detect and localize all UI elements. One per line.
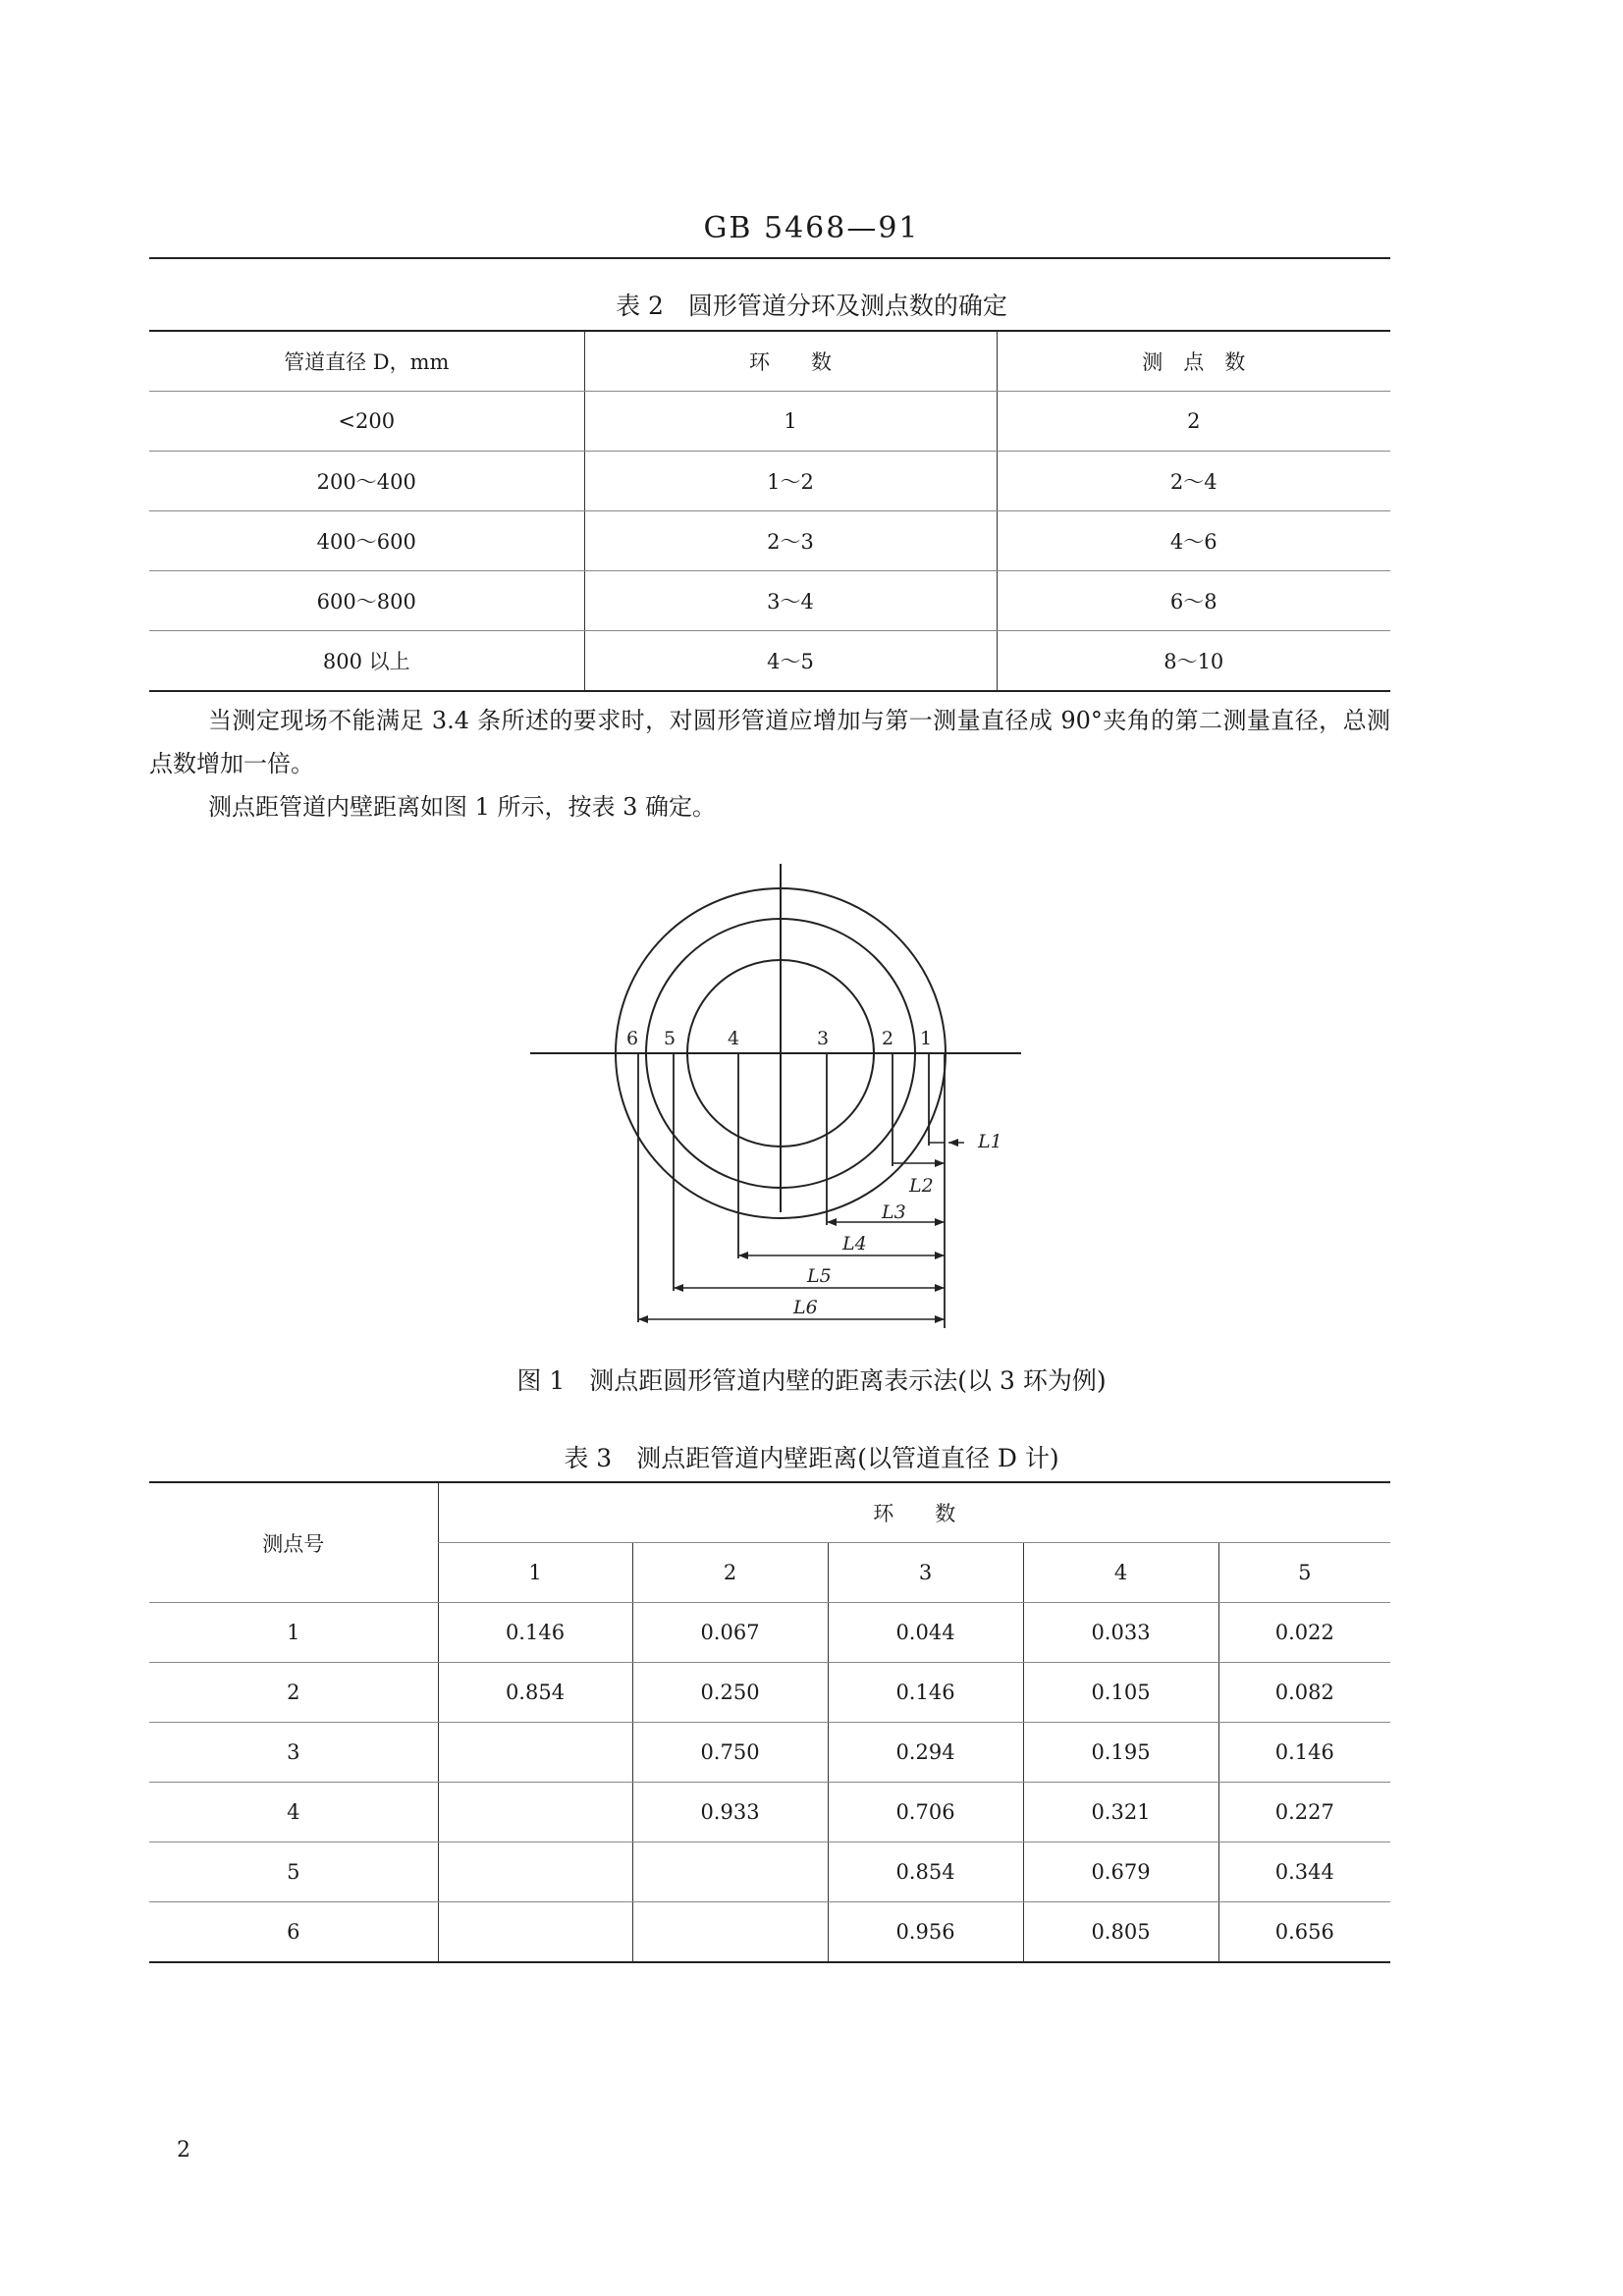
table3-cell: [632, 1902, 828, 1963]
table-row: [149, 1902, 1390, 1963]
point-label-2: 2: [881, 1028, 894, 1049]
dim-label-L1: L1: [978, 1131, 1002, 1152]
table-row: [149, 1723, 1390, 1783]
table-row: [149, 1603, 1390, 1663]
table2-cell: 8～10: [997, 631, 1390, 692]
table3-cell: 0.227: [1218, 1783, 1390, 1842]
table2-cell: 200～400: [149, 452, 584, 511]
table3-cell: 0.933: [632, 1783, 828, 1842]
L5-arrow-left: [674, 1284, 683, 1292]
paragraph-reference: 测点距管道内壁距离如图 1 所示，按表 3 确定。: [208, 793, 717, 821]
table2-cell: 6～8: [997, 571, 1390, 631]
page-number: 2: [177, 2138, 190, 2163]
table3-cell: [438, 1902, 632, 1963]
table3-cell: 0.854: [828, 1842, 1023, 1902]
table3-cell: 0.805: [1023, 1902, 1218, 1963]
table3-group-header-row: [149, 1482, 1390, 1543]
point-label-6: 6: [625, 1028, 639, 1049]
table2-header-rings: 环 数: [584, 331, 997, 392]
table3-cell: 0.067: [632, 1603, 828, 1663]
table2-caption: 表 2 圆形管道分环及测点数的确定: [616, 292, 1007, 320]
table3-cell: 0.146: [438, 1603, 632, 1663]
table3-ring-header: 2: [632, 1543, 828, 1603]
table3-cell: 0.706: [828, 1783, 1023, 1842]
table-row: [149, 631, 1390, 692]
table3-ring-header: 4: [1023, 1543, 1218, 1603]
table3-cell: 0.321: [1023, 1783, 1218, 1842]
table3-point-cell: 3: [149, 1723, 438, 1783]
table2-cell: 800 以上: [149, 631, 584, 692]
table3-cell: 0.679: [1023, 1842, 1218, 1902]
L3-arrow-left: [827, 1218, 837, 1226]
table3-point-cell: 4: [149, 1783, 438, 1842]
L1-arrow: [948, 1139, 958, 1147]
dim-label-L3: L3: [882, 1201, 906, 1223]
table2-cell: <200: [149, 392, 584, 452]
figure-1-diagram: [530, 859, 1021, 1330]
table3-cell: 0.146: [1218, 1723, 1390, 1783]
table2-cell: 600～800: [149, 571, 584, 631]
table2-cell: 1～2: [584, 452, 997, 511]
table3-cell: 0.250: [632, 1663, 828, 1723]
table2-header-row: [149, 331, 1390, 392]
table3-cell: 0.105: [1023, 1663, 1218, 1723]
table3-point-cell: 2: [149, 1663, 438, 1723]
L5-arrow-right: [935, 1284, 945, 1292]
table2-header-diameter: 管道直径 D，mm: [149, 331, 584, 392]
table3-caption: 表 3 测点距管道内壁距离(以管道直径 D 计): [564, 1444, 1059, 1472]
dim-label-L2: L2: [909, 1175, 934, 1197]
dim-label-L5: L5: [807, 1265, 832, 1287]
table3-point-cell: 1: [149, 1603, 438, 1663]
table-row: [149, 392, 1390, 452]
figure-1-caption: 图 1 测点距圆形管道内壁的距离表示法(以 3 环为例): [516, 1366, 1107, 1395]
point-label-1: 1: [919, 1028, 933, 1049]
L6-arrow-right: [935, 1315, 945, 1323]
table3-header-point-no: 测点号: [149, 1482, 438, 1603]
header-rule: [149, 257, 1390, 259]
table3-cell: [438, 1783, 632, 1842]
table3-cell: 0.956: [828, 1902, 1023, 1963]
table2-cell: 2: [997, 392, 1390, 452]
table3-cell: [438, 1842, 632, 1902]
table-row: [149, 1663, 1390, 1723]
table2-cell: 400～600: [149, 511, 584, 571]
table3-cell: 0.294: [828, 1723, 1023, 1783]
table3-cell: 0.146: [828, 1663, 1023, 1723]
table2-cell: 4～5: [584, 631, 997, 692]
table3-cell: 0.082: [1218, 1663, 1390, 1723]
L4-arrow-left: [738, 1252, 748, 1259]
table-row: [149, 571, 1390, 631]
document-code: GB 5468—91: [703, 211, 920, 245]
L6-arrow-left: [638, 1315, 648, 1323]
table2-cell: 4～6: [997, 511, 1390, 571]
table3-cell: 0.033: [1023, 1603, 1218, 1663]
table2: [149, 330, 1390, 692]
table2-cell: 2～3: [584, 511, 997, 571]
table3-cell: 0.022: [1218, 1603, 1390, 1663]
table3: [149, 1481, 1390, 1963]
table3-cell: 0.195: [1023, 1723, 1218, 1783]
table3-point-cell: 6: [149, 1902, 438, 1963]
point-label-3: 3: [816, 1028, 830, 1049]
paragraph-requirement: 当测定现场不能满足 3.4 条所述的要求时，对圆形管道应增加与第一测量直径成 90°夹角的第二测量直径，总测点数增加一倍。: [149, 707, 1390, 777]
table2-cell: 2～4: [997, 452, 1390, 511]
table-row: [149, 1842, 1390, 1902]
table3-cell: 0.344: [1218, 1842, 1390, 1902]
table3-ring-header: 1: [438, 1543, 632, 1603]
table2-cell: 1: [584, 392, 997, 452]
dim-label-L6: L6: [793, 1297, 818, 1318]
table3-header-rings: 环 数: [438, 1482, 1390, 1543]
table3-cell: [438, 1723, 632, 1783]
point-label-5: 5: [663, 1028, 676, 1049]
table3-ring-header: 5: [1218, 1543, 1390, 1603]
L4-arrow-right: [935, 1252, 945, 1259]
table-row: [149, 511, 1390, 571]
dim-label-L4: L4: [842, 1233, 867, 1255]
table-row: [149, 1783, 1390, 1842]
table3-cell: [632, 1842, 828, 1902]
table2-cell: 3～4: [584, 571, 997, 631]
table3-cell: 0.750: [632, 1723, 828, 1783]
table3-cell: 0.854: [438, 1663, 632, 1723]
table3-ring-header: 3: [828, 1543, 1023, 1603]
table3-cell: 0.044: [828, 1603, 1023, 1663]
table2-header-points: 测 点 数: [997, 331, 1390, 392]
L2-arrow: [935, 1159, 945, 1167]
point-label-4: 4: [727, 1028, 740, 1049]
table3-point-cell: 5: [149, 1842, 438, 1902]
table3-cell: 0.656: [1218, 1902, 1390, 1963]
table-row: [149, 452, 1390, 511]
L3-arrow-right: [935, 1218, 945, 1226]
